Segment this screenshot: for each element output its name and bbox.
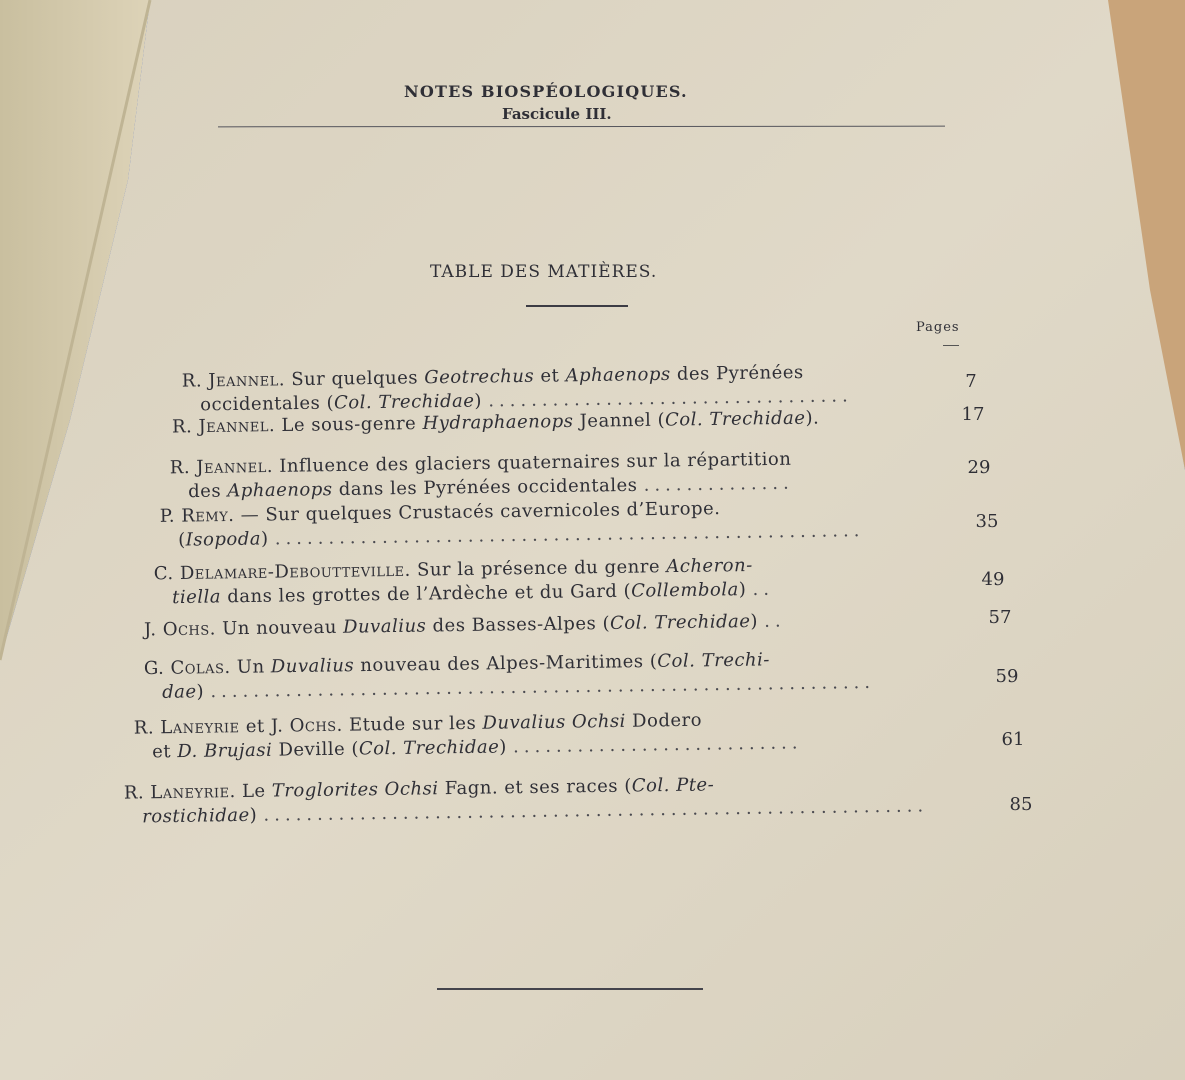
- toc-entry-6: J. Ochs. Un nouveau Duvalius des Basses-Alpes (Col. Trechidae) ..: [143, 610, 786, 641]
- entry-author: P. Remy.: [159, 504, 235, 527]
- fascicle-subtitle: Fascicule III.: [502, 105, 612, 123]
- toc-entry-2: R. Jeannel. Le sous-genre Hydraphaenops Jeannel (Col. Trechidae).: [171, 407, 820, 438]
- entry-author: R. Laneyrie: [133, 716, 240, 739]
- toc-entry-7: G. Colas. Un Duvalius nouveau des Alpes-Maritimes (Col. Trechi- dae) ..............................................................: [143, 649, 876, 703]
- page-number: 29: [967, 457, 991, 478]
- entry-author: J. Ochs.: [270, 714, 343, 737]
- page-number: 49: [981, 569, 1005, 590]
- toc-entry-4: P. Remy. — Sur quelques Crustacés cavernicoles d’Europe. (Isopoda) .......................................................: [159, 498, 865, 551]
- leader-dots: ..............................................................: [263, 795, 929, 826]
- toc-title: TABLE DES MATIÈRES.: [430, 262, 658, 282]
- toc-entry-1: R. Jeannel. Sur quelques Geotrechus et Aphaenops des Pyrénées occidentales (Col. Trechidae) ..................................: [181, 362, 853, 416]
- journal-title: NOTES BIOSPÉOLOGIQUES.: [404, 82, 688, 101]
- leader-dots: .......................................................: [274, 520, 865, 550]
- page-number: 35: [975, 511, 999, 532]
- leader-dots: ..............: [643, 472, 794, 496]
- page-number: 57: [988, 607, 1012, 628]
- page-number: 17: [961, 404, 985, 425]
- toc-entry-9: R. Laneyrie. Le Troglorites Ochsi Fagn. et ses races (Col. Pte- rostichidae) ..............................................................: [123, 774, 929, 828]
- pages-column-label: Pages: [916, 320, 960, 335]
- page-number: 61: [1001, 729, 1025, 750]
- page-number: 85: [1009, 794, 1033, 815]
- entry-author: C. Delamare-Deboutteville.: [153, 559, 411, 585]
- entry-author: R. Laneyrie.: [123, 781, 236, 804]
- footer-rule: [437, 988, 703, 990]
- page-number: 59: [995, 666, 1019, 687]
- leader-dots: ..: [764, 610, 786, 632]
- entry-author: R. Jeannel.: [171, 415, 276, 438]
- entry-author: J. Ochs.: [143, 618, 217, 641]
- toc-entry-8: R. Laneyrie et J. Ochs. Etude sur les Duvalius Ochsi Dodero et D. Brujasi Deville (Col. Trechidae) ...........................: [133, 709, 803, 763]
- leader-dots: ..: [752, 578, 775, 600]
- toc-entry-3: R. Jeannel. Influence des glaciers quaternaires sur la répartition des Aphaenops dans les Pyrénées occidentales ..............: [169, 448, 794, 503]
- entry-author: G. Colas.: [143, 656, 231, 680]
- page-number: 7: [965, 371, 977, 392]
- leader-dots: ..................................: [488, 385, 853, 412]
- entry-author: R. Jeannel.: [169, 455, 274, 479]
- toc-entry-5: C. Delamare-Deboutteville. Sur la présence du genre Acheron- tiella dans les grottes de l’Ardèche et du Gard (Collembola) ..: [153, 554, 775, 609]
- leader-dots: ..............................................................: [210, 671, 876, 703]
- leader-dots: ...........................: [512, 732, 803, 758]
- entry-author: R. Jeannel.: [181, 369, 286, 392]
